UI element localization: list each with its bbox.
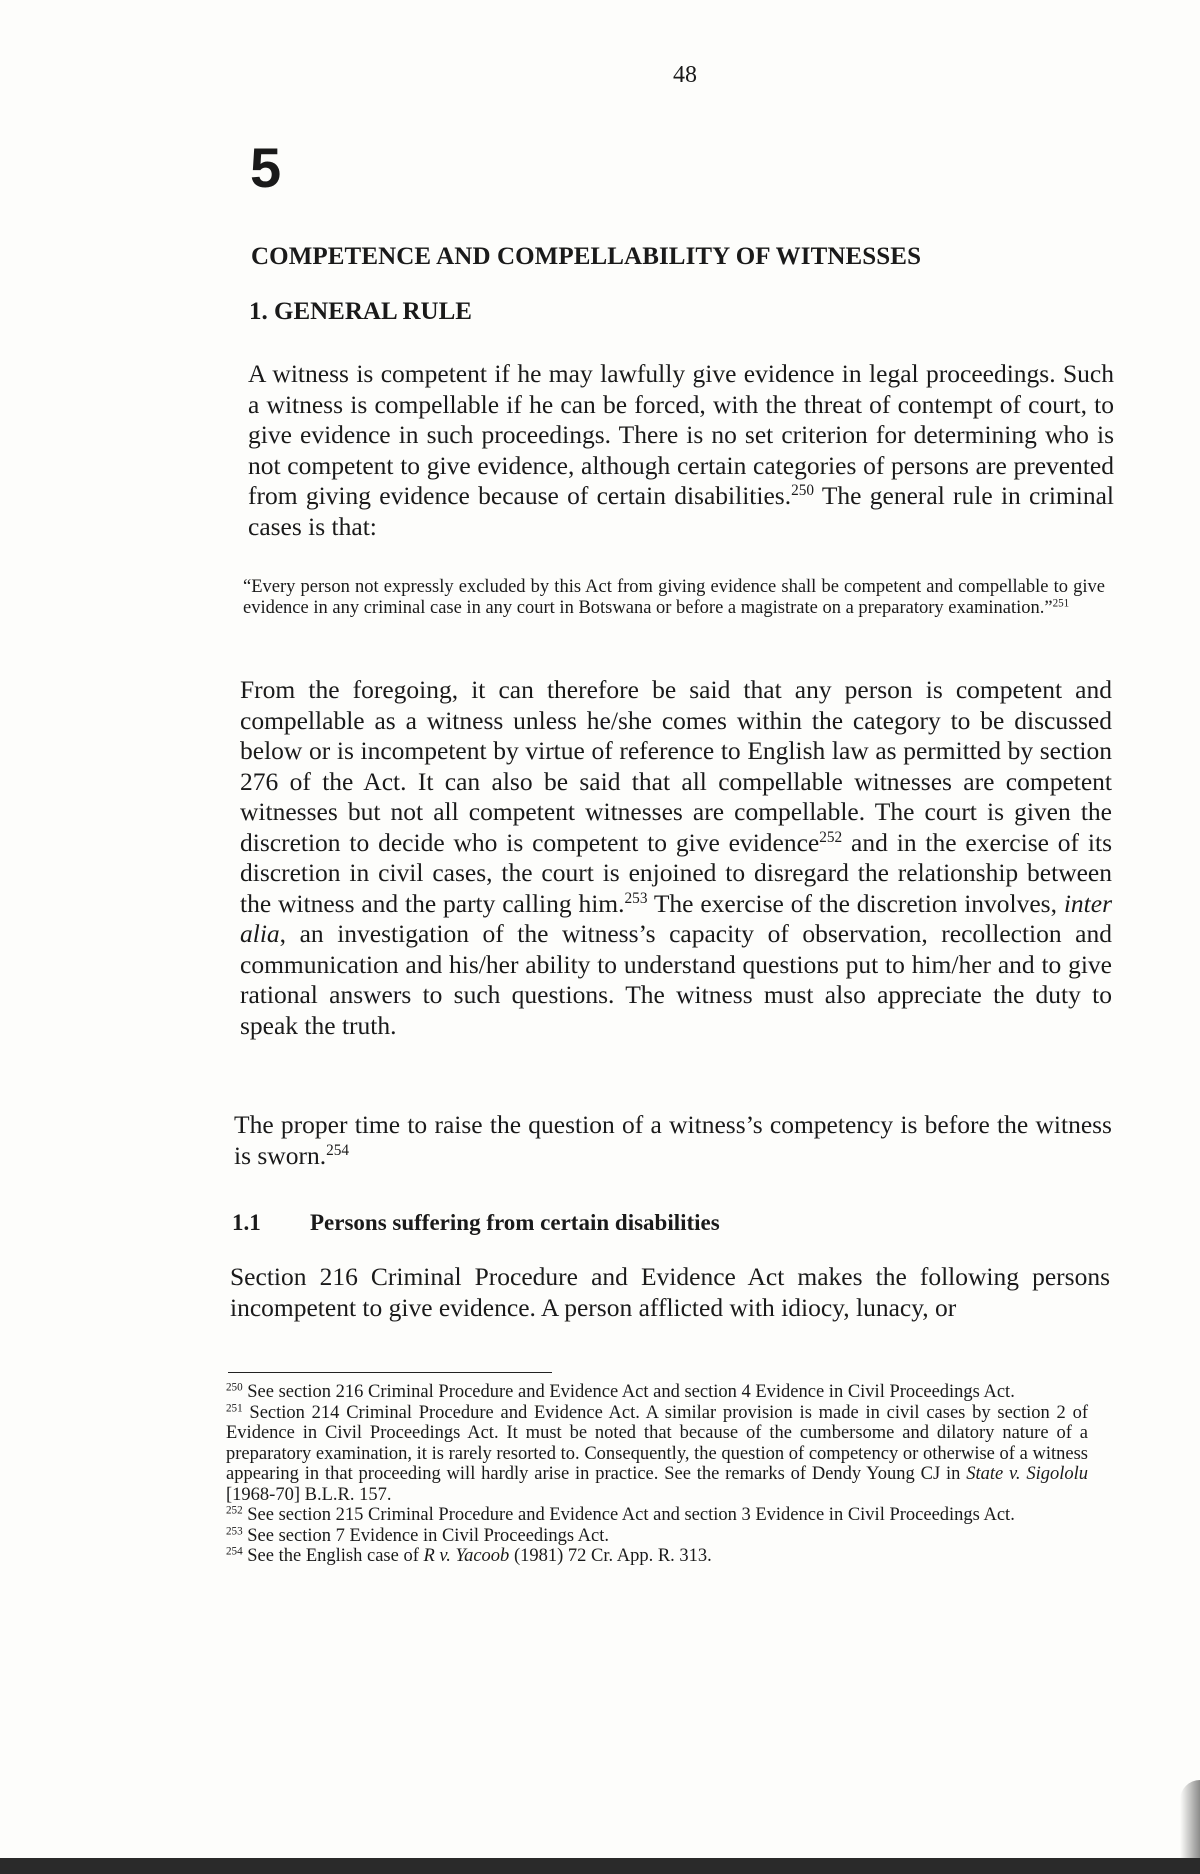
subsection-number: 1.1 (232, 1210, 261, 1235)
paragraph-competence-discussion (240, 675, 1112, 1041)
paragraph-text: Section 216 Criminal Procedure and Evidence Act makes the following persons incompetent to give evidence. A person afflicted with idiocy, lunacy, or (230, 1262, 1110, 1322)
paragraph-general-rule (248, 359, 1114, 542)
footnotes (226, 1382, 1088, 1567)
chapter-number: 5 (250, 136, 282, 199)
case-name: State v. Sigololu (966, 1464, 1088, 1484)
paragraph-text: From the foregoing, it can therefore be said that any person is competent and compellable as a witness unless he/she comes within the category to be discussed below or is incompetent by virtue of reference to English law as permitted by section 276 of the Act. It can also be said that all compellable witnesses are competent witnesses but not all competent witnesses are compellable. The court is given the discretion to decide who is competent to give evidence (240, 675, 1112, 857)
footnote-253 (226, 1526, 1088, 1547)
footnote-ref: 250 (791, 481, 815, 499)
italic-term: inter alia (240, 888, 1112, 948)
footnote-text: See the English case of (242, 1546, 424, 1566)
statutory-quote (243, 577, 1105, 619)
footnote-number: 251 (226, 1401, 243, 1414)
footnote-text: [1968-70] B.L.R. 157. (226, 1484, 392, 1505)
page-number: 48 (673, 62, 697, 88)
footnote-ref: 253 (624, 889, 648, 907)
footnote-number: 253 (226, 1524, 243, 1537)
footnote-252 (226, 1505, 1088, 1526)
footnote-251 (226, 1403, 1088, 1506)
quote-text: “Every person not expressly excluded by this Act from giving evidence shall be competent and compellable to give evidence in any criminal case in any court in Botswana or before a magistrate on a preparatory examination.” (243, 577, 1105, 618)
paragraph-proper-time (234, 1110, 1112, 1171)
scan-shadow (1180, 1780, 1200, 1858)
paragraph-text: The proper time to raise the question of a witness’s competency is before the witness is sworn. (234, 1110, 1112, 1170)
paragraph-text: and in the exercise of its discretion in civil cases, the court is enjoined to disregard the relationship between the witness and the party calling him. (240, 827, 1112, 918)
footnote-number: 252 (226, 1504, 243, 1517)
case-name: R v. Yacoob (423, 1546, 510, 1566)
footnote-text: (1981) 72 Cr. App. R. 313. (509, 1546, 712, 1566)
footnote-text: See section 216 Criminal Procedure and Evidence Act and section 4 Evidence in Civil Proceedings Act. (242, 1382, 1015, 1402)
chapter-title: COMPETENCE AND COMPELLABILITY OF WITNESSES (251, 243, 922, 270)
paragraph-text: , an investigation of the witness’s capacity of observation, recollection and communication and his/her ability to understand questions put to him/her and to give rational answers to such questions. The witness must also appreciate the duty to speak the truth. (240, 919, 1112, 1040)
footnote-number: 254 (226, 1545, 243, 1558)
paragraph-text: A witness is competent if he may lawfully give evidence in legal proceedings. Such a witness is compellable if he can be forced, with the threat of contempt of court, to give evidence in such proceedings. There is no set criterion for determining who is not competent to give evidence, although certain categories of persons are prevented from giving evidence because of certain disabilities. (248, 359, 1114, 510)
scan-bottom-edge (0, 1858, 1200, 1874)
paragraph-text: The general rule in criminal cases is that: (248, 481, 1115, 541)
footnote-ref: 254 (326, 1141, 350, 1159)
paragraph-disabilities (230, 1262, 1110, 1323)
subsection-heading (232, 1210, 720, 1236)
footnote-254 (226, 1546, 1088, 1567)
footnote-ref: 251 (1052, 597, 1070, 610)
footnote-text: Section 214 Criminal Procedure and Evidence Act. A similar provision is made in civil cases by section 2 of Evidence in Civil Proceedings Act. It must be noted that because of the cumbersome and dilatory nature of a preparatory examination, it is rarely resorted to. Consequently, the question of competency or otherwise of a witness appearing in that proceeding will hardly arise in practice. See the remarks of Dendy Young CJ in (226, 1402, 1088, 1484)
footnote-text: See section 7 Evidence in Civil Proceedings Act. (242, 1525, 609, 1546)
footnote-divider (228, 1372, 552, 1373)
footnote-number: 250 (226, 1381, 243, 1394)
footnote-ref: 252 (819, 828, 843, 846)
footnote-250 (226, 1382, 1088, 1403)
paragraph-text: The exercise of the discretion involves, (647, 888, 1064, 918)
section-heading: 1. GENERAL RULE (249, 298, 472, 325)
subsection-title: Persons suffering from certain disabilities (310, 1210, 720, 1235)
footnote-text: See section 215 Criminal Procedure and Evidence Act and section 3 Evidence in Civil Proceedings Act. (242, 1505, 1015, 1525)
